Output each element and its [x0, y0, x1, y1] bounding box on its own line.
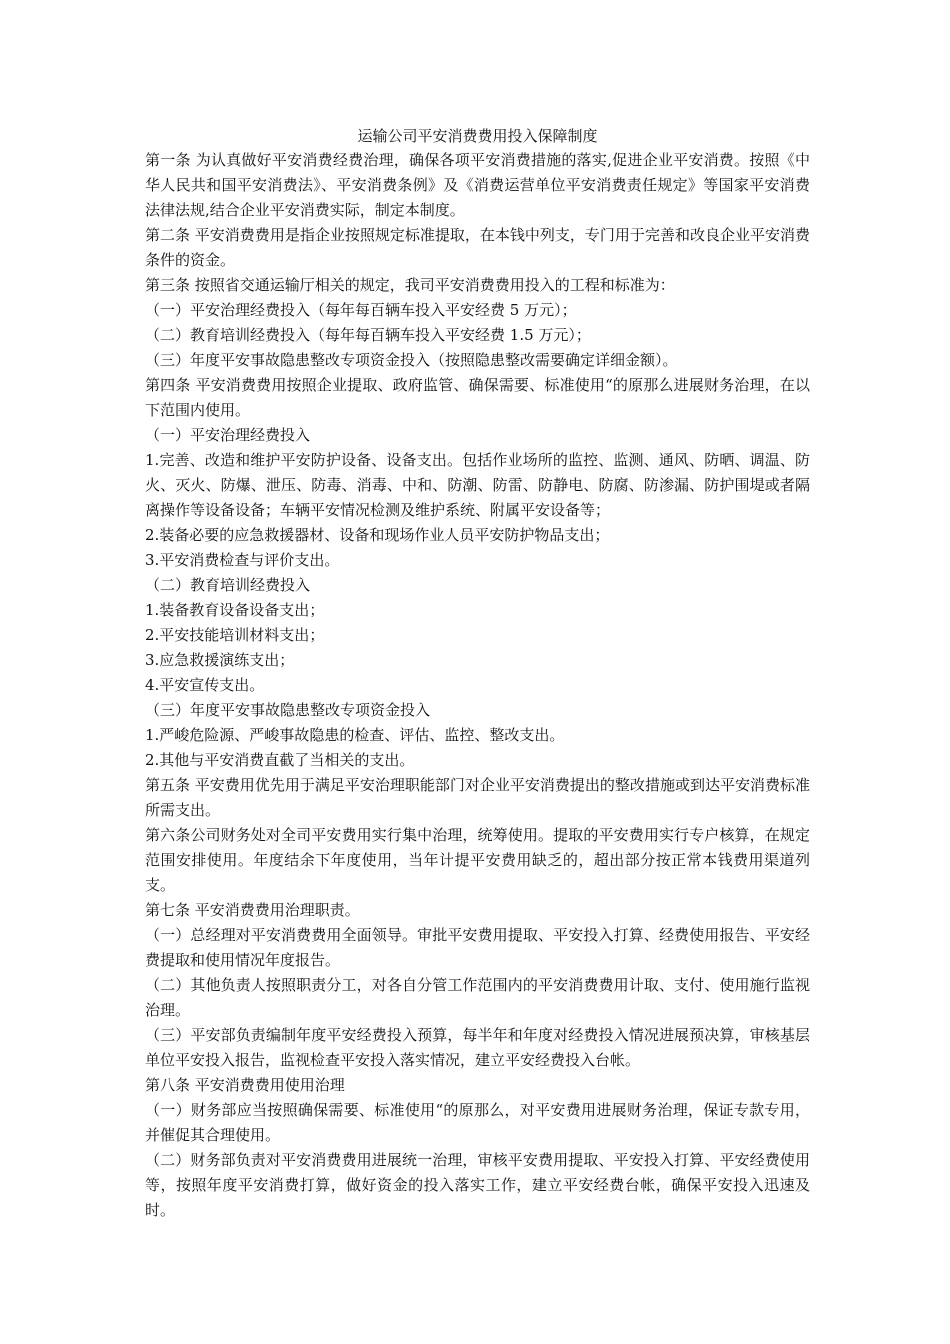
paragraph: （一）平安治理经费投入（每年每百辆车投入平安经费 5 万元）； [145, 301, 577, 319]
paragraph: 4.平安宣传支出。 [145, 676, 265, 694]
paragraph: 2.平安技能培训材料支出； [145, 626, 325, 644]
paragraph: （一）总经理对平安消费费用全面领导。审批平安费用提取、平安投入打算、经费使用报告、平安经费提取和使用情况年度报告。 [145, 926, 810, 969]
paragraph: （三）年度平安事故隐患整改专项资金投入（按照隐患整改需要确定详细金额）。 [145, 351, 678, 369]
paragraph: （二）教育培训经费投入 [145, 576, 311, 594]
document-title: 运输公司平安消费费用投入保障制度 [357, 127, 598, 145]
paragraph: 第六条公司财务处对全司平安费用实行集中治理，统筹使用。提取的平安费用实行专户核算，在规定范围安排使用。年度结余下年度使用，当年计提平安费用缺乏的，超出部分按正常本钱费用渠道列支。 [145, 826, 810, 894]
paragraph: 3.应急救援演练支出； [145, 651, 295, 669]
paragraph: 3.平安消费检查与评价支出。 [145, 551, 340, 569]
paragraph: 第二条 平安消费费用是指企业按照规定标准提取，在本钱中列支，专门用于完善和改良企业平安消费条件的资金。 [145, 226, 810, 269]
paragraph: 第四条 平安消费费用按照企业提取、政府监管、确保需要、标准使用“的原那么进展财务治理，在以下范围内使用。 [145, 376, 810, 419]
paragraph: 1.完善、改造和维护平安防护设备、设备支出。包括作业场所的监控、监测、通风、防晒、调温、防火、灭火、防爆、泄压、防毒、消毒、中和、防潮、防雷、防静电、防腐、防渗漏、防护围堤或者隔离操作等设备设备；车辆平安情况检测及维护系统、附属平安设备等； [145, 451, 810, 519]
document-body [145, 148, 810, 1223]
paragraph: 1.严峻危险源、严峻事故隐患的检查、评估、监控、整改支出。 [145, 726, 565, 744]
paragraph: （二）教育培训经费投入（每年每百辆车投入平安经费 1.5 万元）； [145, 326, 591, 344]
paragraph: （二）其他负责人按照职责分工，对各自分管工作范围内的平安消费费用计取、支付、使用施行监视治理。 [145, 976, 810, 1019]
paragraph: 第一条 为认真做好平安消费经费治理，确保各项平安消费措施的落实,促进企业平安消费。按照《中华人民共和国平安消费法》、平安消费条例》及《消费运营单位平安消费责任规定》等国家平安消费法律法规,结合企业平安消费实际，制定本制度。 [145, 151, 810, 219]
paragraph: 第三条 按照省交通运输厅相关的规定，我司平安消费费用投入的工程和标准为： [145, 276, 675, 294]
paragraph: （三）年度平安事故隐患整改专项资金投入 [145, 701, 431, 719]
paragraph: 第七条 平安消费费用治理职责。 [145, 901, 360, 919]
paragraph: （二）财务部负责对平安消费费用进展统一治理，审核平安费用提取、平安投入打算、平安经费使用等，按照年度平安消费打算，做好资金的投入落实工作，建立平安经费台帐，确保平安投入迅速及时。 [145, 1151, 810, 1219]
document-page [145, 124, 810, 1223]
paragraph: （一）财务部应当按照确保需要、标准使用“的原那么，对平安费用进展财务治理，保证专款专用，并催促其合理使用。 [145, 1101, 810, 1144]
paragraph: （三）平安部负责编制年度平安经费投入预算，每半年和年度对经费投入情况进展预决算，审核基层单位平安投入报告，监视检查平安投入落实情况，建立平安经费投入台帐。 [145, 1026, 810, 1069]
paragraph: 第八条 平安消费费用使用治理 [145, 1076, 345, 1094]
paragraph: 2.其他与平安消费直截了当相关的支出。 [145, 751, 415, 769]
paragraph: 1.装备教育设备设备支出； [145, 601, 325, 619]
paragraph: 第五条 平安费用优先用于满足平安治理职能部门对企业平安消费提出的整改措施或到达平安消费标准所需支出。 [145, 776, 810, 819]
paragraph: 2.装备必要的应急救援器材、设备和现场作业人员平安防护物品支出； [145, 526, 610, 544]
paragraph: （一）平安治理经费投入 [145, 426, 311, 444]
